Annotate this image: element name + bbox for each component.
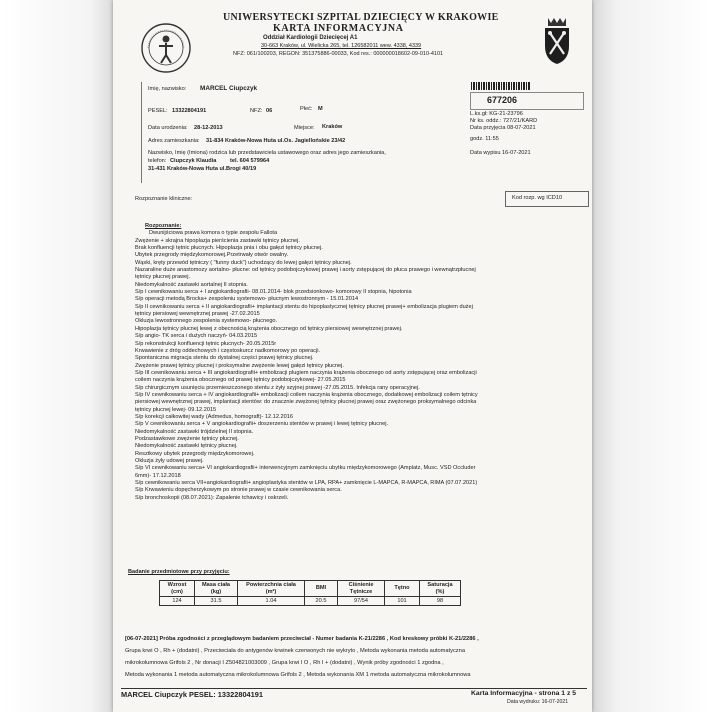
vitals-value-cell: 1.04 (238, 597, 305, 606)
patient-info-box (141, 82, 466, 183)
vitals-value-cell: 31.5 (195, 597, 238, 606)
vitals-header-cell: Wzrost (cm) (160, 581, 195, 597)
diagnosis-line: Brak konfluencji tętnic płucnych. Hipoplazja pnia i obu gałęzi tętnicy płucnej. (135, 245, 323, 252)
diagnosis-line: Niedomykalność zastawki trójdzielnej II stopnia. (135, 428, 254, 435)
hospital-address: 30-663 Kraków, ul. Wielicka 265, tel. 126582011 wew. 4338, 4339 (261, 43, 422, 49)
barcode-icon (471, 82, 531, 90)
document-page (113, 0, 592, 712)
hospital-name: UNIWERSYTECKI SZPITAL DZIECIĘCY W KRAKOWIE (223, 12, 499, 23)
pesel-label: PESEL: (148, 108, 168, 114)
diagnosis-line: Krwawienie z dróg oddechowych i częstoskurcz nadkomorowy po operacji. (135, 347, 320, 354)
diagnosis-section (135, 223, 585, 502)
background-right (592, 0, 712, 712)
ward-book-number: Nr ks. oddz.: 727/21/KARD (470, 118, 538, 124)
icd10-label: Kod rozp. wg ICD10 (512, 195, 563, 201)
pesel-value: 13322804191 (172, 108, 207, 114)
diagnosis-line: Zwężenie + skrajna hipoplazja pierścienia zastawki tętnicy płucnej. (135, 237, 300, 244)
diagnosis-line: Resztkowy ubytek przegrody międzykomorowej. (135, 450, 255, 457)
hospital-logo-icon (140, 22, 192, 74)
discharge-date: Data wypisu 16-07-2021 (470, 150, 531, 156)
diagnosis-line: Niedomykalność zastawki tętnicy płucnej. (135, 443, 238, 450)
department-name: Oddział Kardiologii Dziecięcej A1 (263, 35, 358, 41)
vitals-value-row (160, 597, 461, 606)
vitals-header-cell: Powierzchnia ciała (m²) (238, 581, 305, 597)
diagnosis-line: S/p VI cewnikowaniu serca+ VI angiokardiografii+ interwencyjnym zamknięciu ubytku międzykomorowego (Amplatz, Musc. VSD Occluder (135, 465, 476, 472)
dob-value: 28-12-2013 (194, 125, 223, 131)
diagnosis-line: coilem naczynia krążenia obocznego od prawej tętnicy podobojczykowej- 27.05.2015 (135, 377, 346, 384)
sex-label: Płeć: (300, 106, 313, 112)
vitals-table (159, 580, 461, 606)
vitals-header-cell: Masa ciała (kg) (195, 581, 238, 597)
vitals-value-cell: 124 (160, 597, 195, 606)
main-book-number: L.ks.gł: KG-21-23796 (470, 111, 523, 117)
diagnosis-line: S/p angio- TK serca i dużych naczyń- 04.03.2015 (135, 333, 258, 340)
clinical-diagnosis-label: Rozpoznanie kliniczne: (135, 196, 193, 202)
diagnosis-line: S/p Krwawieniu dopęcherzykowym po stronie prawej w czasie cewnikowania serca. (135, 487, 342, 494)
card-title: KARTA INFORMACYJNA (273, 23, 404, 34)
dob-label: Data urodzenia: (148, 125, 188, 131)
name-label: Imię, nazwisko: (148, 86, 187, 92)
diagnosis-line: tętnicy płucnej prawej. (135, 274, 191, 281)
diagnosis-line: S/p cewnikowaniu serca VII+angiokardiografii+ angioplastyka stentów w LPA, RPA+ zamknięcie L-MAPCA, R-MAPCA, RIMA (07.07.2021) (135, 480, 478, 487)
crossmatch-line: Metoda wykonania 1 metoda automatyczna mikrokolumnowa Grifols 2 , Metoda wykonania XM 1 metoda automatyczna mikrokolumnowa (125, 672, 471, 678)
crossmatch-section (125, 633, 479, 681)
sex-value: M (318, 106, 323, 112)
diagnosis-line: Niedomykalność zastawki aortalnej II stopnia. (135, 281, 248, 288)
diagnosis-line: piersiowej wewnętrznej prawej, implantacji stentów: do znacznie zwężonej tętnicy płucnej prawej oraz zwężonego proksymalnego odcinka (135, 399, 477, 406)
diagnosis-line: S/p rekonstrukcji konfluencji tętnic płucnych- 20.05.2015r (135, 340, 277, 347)
diagnosis-line: S/p operacji metodą Brocka+ zespoleniu systemowo- płucnym lewostronnym - 15.01.2014 (135, 296, 359, 303)
icd10-box (505, 191, 589, 207)
diagnosis-title: Rozpoznanie: (145, 223, 182, 229)
crossmatch-line: Grupa krwi O , Rh + (dodatni) , Przeciwciała do antygenów krwinek czerwonych nie wykryto , Metoda wykonania metoda automatyczna (125, 648, 465, 654)
diagnosis-line: tętnicy płucnej lewej- 09.12.2015 (135, 406, 217, 413)
crossmatch-line: [06-07-2021] Próba zgodności z przeglądowym badaniem przeciwciał - Numer badania K-21/2286 , Kod kreskowy próbki K-21/2286 , (125, 636, 479, 642)
footer-page: Karta Informacyjna - strona 1 z 5 (471, 690, 577, 697)
diagnosis-line: Podzastawkowe zwężenie tętnicy płucnej. (135, 435, 239, 442)
diagnosis-line: S/p II cewnikowaniu serca + II angiokardiografii+ implantacji stentu do hipoplastycznej tętnicy płucnej prawej+ embolizacja plugiem dużej (135, 303, 473, 310)
diagnosis-line: Zwężenie prawej tętnicy płucnej i proksymalne zwężenie lewej gałęzi tętnicy płucnej. (135, 362, 344, 369)
guardian-tel: tel. 604 579964 (230, 158, 270, 164)
vitals-header-cell: Ciśnienie Tętnicze (338, 581, 385, 597)
footer-patient: MARCEL Ciupczyk PESEL: 13322804191 (121, 690, 263, 699)
diagnosis-line: Okluzja lewostronnego zespolenia systemowo- płucnego. (135, 318, 278, 325)
diagnosis-line: Dwunijściowa prawa komora o typie zespołu Fallota (149, 230, 278, 237)
address-value: 31-834 Kraków-Nowa Huta ul.Os. Jagiellońskie 23/42 (206, 138, 346, 144)
place-label: Miejsce: (294, 125, 315, 131)
record-number: 677206 (487, 95, 518, 105)
footer-rule (121, 688, 587, 689)
diagnosis-line: S/p I cewnikowaniu serca + I angiokardiografii- 08.01.2014- blok przedsionkowo- komorowy II stopnia, hipotonia (135, 289, 412, 296)
hospital-ids: NFZ: 061/100203, REGON: 351375886-00033, Kod res.: 000000018602-09-010-4101 (233, 51, 444, 57)
place-value: Kraków (322, 124, 343, 130)
guardian-address: 31-431 Kraków-Nowa Huta ul.Brogi 40/19 (148, 166, 257, 172)
diagnosis-line: S/p IV cewnikowaniu serca + IV angiokardiografii+ embolizacji coilem naczynia krążenia obocznego, dodatkowej embolizacji coilem tętnicy (135, 391, 478, 398)
background-left (0, 0, 113, 712)
address-label: Adres zamieszkania: (148, 138, 200, 144)
guardian-name: Ciupczyk Klaudia (170, 158, 217, 164)
vitals-title: Badanie przedmiotowe przy przyjęciu: (128, 569, 230, 575)
krakow-crest-icon (540, 16, 574, 66)
nfz-label: NFZ: (250, 108, 263, 114)
diagnosis-line: Ubytek przegrody międzykomorowej.Przetrwały otwór owalny. (135, 252, 289, 259)
diagnosis-line: Spontaniczna migracja stentu do dystalnej części prawej tętnicy płucnej. (135, 355, 314, 362)
vitals-header-row (160, 581, 461, 597)
record-number-box (470, 92, 584, 110)
vitals-value-cell: 101 (385, 597, 420, 606)
vitals-header-cell: Saturacja (%) (420, 581, 461, 597)
admission-hour: godz. 11:55 (470, 136, 499, 142)
diagnosis-line: Okluzja żyły udowej prawej. (135, 458, 204, 464)
diagnosis-line: S/p chirurgicznym usunięciu przemieszczonego stentu z żyły szyjnej prawej -27.05.2015. Infekcja rany operacyjnej. (135, 384, 420, 391)
vitals-header-cell: Tętno (385, 581, 420, 597)
guardian-phone-label: telefon: (148, 158, 167, 164)
vitals-value-cell: 20.5 (305, 597, 338, 606)
diagnosis-line: S/p III cewnikowaniu serca + III angiokardiografii+ embolizacji plugiem naczynia krążenia obocznego od aorty zstępującej oraz embolizacji (135, 369, 477, 376)
vitals-header-cell: BMI (305, 581, 338, 597)
nfz-value: 06 (266, 108, 273, 114)
diagnosis-line: tętnicy piersiowej wewnętrznej prawej -27.02.2015 (135, 311, 260, 318)
diagnosis-line: Nazaraline duże anastomozy aortalno- płucne: od tętnicy podobojczykowej prawej i aorty zstępującej do płuca prawego i wewnątrzpłucnej (135, 267, 476, 274)
guardian-label: Nazwisko, Imię (Imiona) rodzica lub przedstawiciela ustawowego oraz adres jego zamieszkania, (148, 150, 386, 156)
diagnosis-lines (135, 230, 585, 502)
diagnosis-line: S/p V cewnikowaniu serca + V angiokardiografii+ doszerzeniu stentów w prawej i lewej tętnicy płucnej. (135, 421, 389, 428)
patient-name: MARCEL Ciupczyk (200, 85, 258, 92)
diagnosis-line: Wąski, kręty przewód tętniczy ( "funny duck") uchodzący do lewej gałęzi tętnicy płucnej. (135, 259, 352, 266)
diagnosis-line: S/p korekcji całkowitej wady (Admedus, homograft)- 12.12.2016 (135, 413, 293, 420)
footer-printed: Data wydruku: 16-07-2021 (507, 699, 569, 705)
diagnosis-line: Hipoplazja tętnicy płucnej lewej z obecnością krążenia obocznego od tętnicy piersiowej wewnętrznej prawej. (135, 325, 403, 332)
vitals-value-cell: 98 (420, 597, 461, 606)
vitals-value-cell: 97/54 (338, 597, 385, 606)
crossmatch-line: mikrokolumnowa Grifols 2 , Nr donacji I Z504821003009 , Grupa krwi I O , Rh I + (dodatni) , Wynik próby zgodności 1 zgodna , (125, 660, 444, 666)
admission-date: Data przyjęcia 08-07-2021 (470, 125, 536, 131)
diagnosis-line: S/p bronchoskopii (08.07.2021): Zapalenie tchawicy i oskrzeli. (135, 494, 289, 501)
diagnosis-line: 6mm)- 17.12.2018 (135, 472, 181, 479)
